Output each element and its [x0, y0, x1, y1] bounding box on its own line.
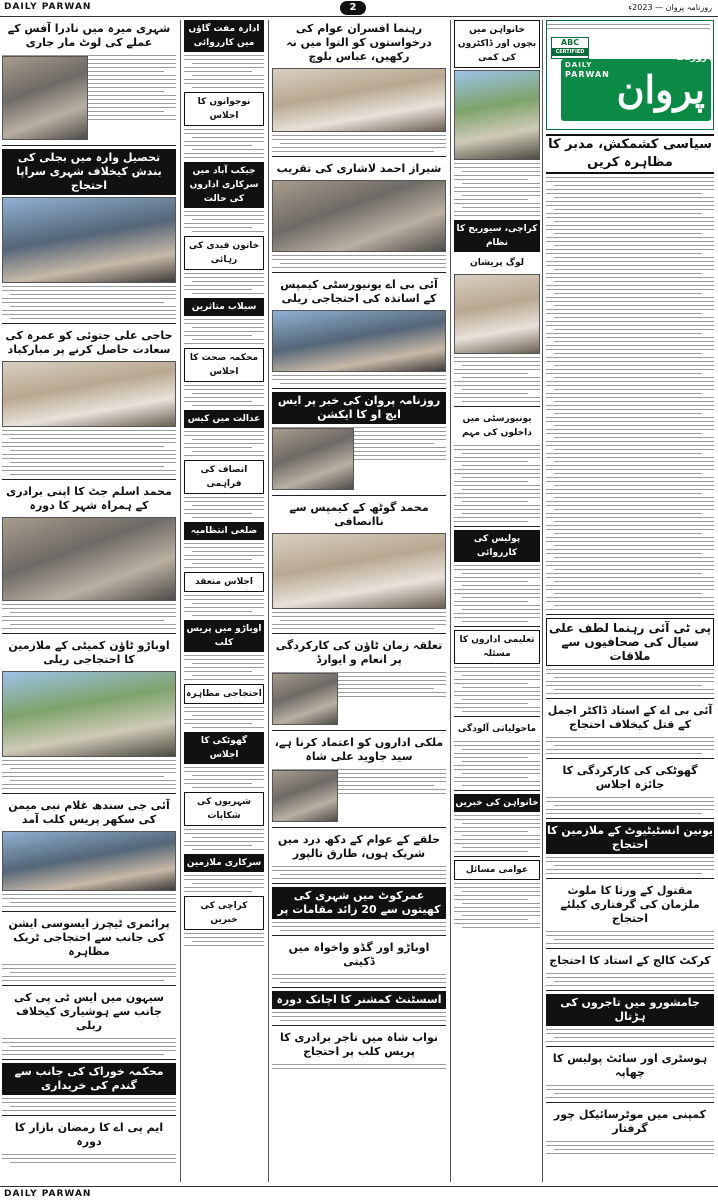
- column-rule: [180, 20, 181, 1182]
- headline: محکمہ صحت کا اجلاس: [184, 348, 264, 382]
- news-photo: [2, 197, 176, 283]
- headline: کراچی، سیوریج کا نظام: [454, 220, 540, 252]
- news-photo: [272, 180, 446, 252]
- headline: ماحولیاتی آلودگی: [457, 724, 537, 734]
- headline: سرکاری ملازمین: [184, 854, 264, 872]
- headline: لوگ پریشان: [470, 258, 524, 268]
- column-rule: [542, 20, 543, 1182]
- column-rule: [450, 20, 451, 1182]
- news-photo: [272, 310, 446, 372]
- newspaper-logo: DAILY PARWAN روزنامہ پروان: [561, 59, 711, 121]
- masthead-urdu-date: روزنامہ پروان — 2023ء: [628, 3, 712, 12]
- headline: اسسٹنٹ کمشنر کا اچانک دورہ: [272, 991, 446, 1009]
- headline: نواب شاہ میں تاجر برادری کا پریس کلب پر احتجاج: [280, 1031, 438, 1058]
- headline: اوباڑو ٹاؤن کمیٹی کے ملازمین کا احتجاجی ریلی: [8, 639, 170, 666]
- headline: خانواہن کی خبریں: [454, 794, 540, 812]
- headline: انصاف کی فراہمی: [184, 460, 264, 494]
- column-d: [184, 20, 264, 1182]
- news-photo: [272, 770, 338, 822]
- headline: خانواہن میں بچوں اور ڈاکٹروں کی کمی: [454, 20, 540, 68]
- headline: ضلعی انتظامیہ: [184, 522, 264, 540]
- headline: محمد گوٹھ کے کیمپس سے ناانصافی: [289, 501, 429, 528]
- top-masthead-strip: [0, 0, 718, 17]
- news-photo: [2, 831, 176, 891]
- news-photo: [272, 68, 446, 132]
- headline: سیہون میں ایس ٹی پی کی جانب سے ہوشیاری کیخلاف ریلی: [14, 991, 164, 1032]
- headline: ادارہ مفت گاؤں میں کارروائی: [184, 20, 264, 52]
- headline: حلقے کے عوام کے دکھ درد میں شریک ہوں، طارق تالپور: [277, 833, 441, 860]
- column-rule: [268, 20, 269, 1182]
- headline: عمرکوٹ میں شہری کی کھیتوں سے 20 زائد مقامات پر: [272, 887, 446, 919]
- headline: پی ٹی آئی رہنما لطف علی سیال کی صحافیوں سے ملاقات: [546, 618, 714, 666]
- headline: محکمہ خوراک کی جانب سے گندم کی خریداری: [2, 1063, 176, 1095]
- headline: جیکب آباد میں سرکاری اداروں کی حالت: [184, 162, 264, 208]
- editorial-title: سیاسی کشمکش، مدبر کا مظاہرہ کریں: [546, 134, 714, 174]
- headline: اجلاس منعقد: [184, 572, 264, 592]
- abc-certified-badge: ABC CERTIFIED: [551, 37, 589, 59]
- headline: تعلقہ زمان ٹاؤن کی کارکردگی پر انعام و ایوارڈ: [275, 639, 443, 666]
- headline: آئی بی اے کے استاد ڈاکٹر اجمل کے قتل کیخلاف احتجاج: [547, 704, 713, 731]
- headline: احتجاجی مظاہرہ: [184, 684, 264, 704]
- headline: نوجوانوں کا اجلاس: [184, 92, 264, 126]
- column-editorial: [546, 20, 714, 1182]
- headline: محمد اسلم جٹ کا اپنی برادری کے ہمراہ شہر کا دورہ: [6, 485, 172, 512]
- column-e: [2, 20, 176, 1182]
- editorial-body: [546, 177, 714, 610]
- headline: گھوٹکی کا اجلاس: [184, 732, 264, 764]
- headline: عدالت میں کیس: [184, 410, 264, 428]
- page-number: 2: [340, 1, 366, 15]
- news-photo: [2, 56, 88, 140]
- news-photo: [2, 361, 176, 427]
- headline: سیلاب متاثرین: [184, 298, 264, 316]
- news-photo: [2, 517, 176, 601]
- headline: عوامی مسائل: [454, 860, 540, 880]
- news-photo: [454, 274, 540, 354]
- headline: پولیس کی کارروائی: [454, 530, 540, 562]
- column-b: [454, 20, 540, 1182]
- headline: کراچی کی خبریں: [184, 896, 264, 930]
- headline: ملکی اداروں کو اعتماد کرنا ہے، سید جاوید علی شاہ: [274, 736, 444, 763]
- column-c: [272, 20, 446, 1182]
- news-photo: [272, 533, 446, 609]
- headline: آئی بی اے یونیورسٹی کیمپس کے اساتذہ کی احتجاجی ریلی: [280, 278, 438, 305]
- headline: یونین انسٹیٹیوٹ کے ملازمین کا احتجاج: [546, 822, 714, 854]
- news-photo: [454, 70, 540, 160]
- masthead: [546, 20, 714, 130]
- headline: اوباڑو اور گڈو واخواہ میں ڈکیتی: [288, 941, 430, 968]
- headline: یونیورسٹی میں داخلوں کی مہم: [462, 414, 532, 438]
- headline: روزنامہ پروان کی خبر پر ایس ایچ او کا ایکشن: [272, 392, 446, 424]
- headline: کرکٹ کالج کے استاد کا احتجاج: [549, 954, 711, 967]
- masthead-top-text: [547, 21, 713, 35]
- headline: اوباڑو میں پریس کلب: [184, 620, 264, 652]
- headline: تعلیمی اداروں کا مسئلہ: [454, 630, 540, 664]
- headline: آئی جی سندھ غلام نبی میمن کی سکھر پریس کلب آمد: [8, 799, 170, 826]
- headline: ہوسٹری اور سائٹ پولیس کا چھاپہ: [552, 1052, 708, 1079]
- headline: کمپنی میں موٹرسائیکل چور گرفتار: [553, 1108, 707, 1135]
- headline: ایم پی اے کا رمضان بازار کا دورہ: [14, 1121, 164, 1148]
- news-photo: [2, 671, 176, 757]
- masthead-english: DAILY PARWAN: [4, 2, 92, 12]
- headline: مقتول کے ورثا کا ملوث ملزمان کی گرفتاری کیلئے احتجاج: [560, 884, 700, 925]
- headline: رہنما افسران عوام کی درخواستوں کو التوا میں نہ رکھیں، عباس بلوچ: [286, 22, 432, 63]
- headline: خاتون قیدی کی رہائی: [184, 236, 264, 270]
- headline: تحصیل وارہ میں بجلی کی بندش کیخلاف شہری سراپا احتجاج: [2, 149, 176, 195]
- news-photo: [272, 673, 338, 725]
- headline: حاجی علی جتوئی کو عمرہ کی سعادت حاصل کرنے پر مبارکباد: [5, 329, 173, 356]
- footer-masthead-english: DAILY PARWAN: [4, 1189, 92, 1199]
- news-photo: [272, 428, 354, 490]
- headline: شیراز احمد لاشاری کی تقریب: [276, 162, 442, 175]
- headline: شہریوں کی شکایات: [184, 792, 264, 826]
- headline: گھوٹکی کی کارکردگی کا جائزہ اجلاس: [562, 764, 698, 791]
- headline: جامشورو میں تاجروں کی ہڑتال: [546, 994, 714, 1026]
- headline: شہری میرہ میں نادرا آفس کے عملے کی لوٹ مار جاری: [7, 22, 171, 49]
- headline: پرائمری ٹیچرز ایسوسی ایشن کی جانب سے احتجاجی ٹریک مظاہرہ: [8, 917, 170, 958]
- bottom-masthead-strip: [0, 1186, 718, 1201]
